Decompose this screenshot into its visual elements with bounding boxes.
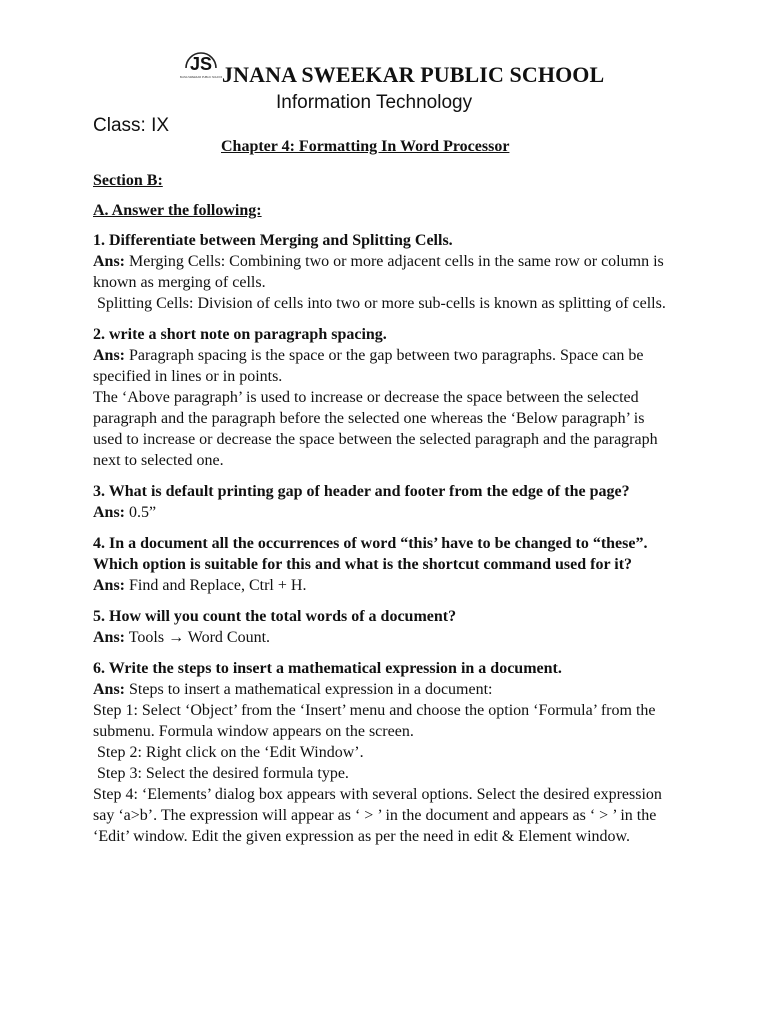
document-body — [93, 170, 673, 857]
answer-paragraph: Splitting Cells: Division of cells into two or more sub-cells is known as splitting of cells. — [93, 295, 666, 312]
question-block — [93, 324, 673, 471]
question-block — [93, 481, 673, 523]
subject-title: Information Technology — [276, 92, 473, 113]
question-block — [93, 606, 673, 648]
question-text: 3. What is default printing gap of header and footer from the edge of the page? — [93, 483, 630, 500]
answer-paragraph: Step 1: Select ‘Object’ from the ‘Insert’ menu and choose the option ‘Formula’ from the submenu. Formula window appears on the screen. — [93, 702, 660, 740]
class-label: Class: IX — [93, 115, 170, 136]
answer-text — [93, 575, 673, 596]
school-name: JNANA SWEEKAR PUBLIC SCHOOL — [222, 62, 605, 87]
question-text: 4. In a document all the occurrences of word “this’ have to be changed to “these”. Which option is suitable for this and what is the shortcut command used for it? — [93, 535, 648, 573]
answer-body: Paragraph spacing is the space or the gap between two paragraphs. Space can be specified in lines or in points. — [93, 347, 644, 385]
answer-body: Find and Replace, Ctrl + H. — [129, 577, 307, 594]
question-text: 2. write a short note on paragraph spacing. — [93, 326, 387, 343]
section-title: Section B: — [93, 172, 163, 189]
answer-text — [93, 345, 673, 387]
answer-text — [93, 627, 673, 648]
answer-label: Ans: — [93, 629, 126, 646]
school-logo — [180, 46, 222, 88]
question-text: 6. Write the steps to insert a mathematical expression in a document. — [93, 660, 562, 677]
answer-text — [93, 679, 673, 700]
answer-text — [93, 251, 673, 293]
answer-text — [93, 502, 673, 523]
instruction-heading: A. Answer the following: — [93, 202, 262, 219]
question-list — [93, 230, 673, 847]
answer-body: Merging Cells: Combining two or more adjacent cells in the same row or column is known as merging of cells. — [93, 253, 664, 291]
answer-label: Ans: — [93, 577, 126, 594]
answer-body: 0.5” — [129, 504, 157, 521]
answer-paragraph: Step 4: ‘Elements’ dialog box appears with several options. Select the desired expression say ‘a>b’. The expression will appear as ‘ > ’ in the document and appears as ‘ > ’ in the ‘Edit’ window. Edit the given expression as per the need in edit & Element window. — [93, 786, 666, 845]
answer-label: Ans: — [93, 681, 126, 698]
chapter-title: Chapter 4: Formatting In Word Processor — [221, 138, 510, 155]
question-block — [93, 230, 673, 314]
logo-caption: JNANA SWEEKAR PUBLIC SCHOOL — [180, 76, 222, 79]
answer-label: Ans: — [93, 347, 126, 364]
answer-paragraph: The ‘Above paragraph’ is used to increase or decrease the space between the selected paragraph and the paragraph before the selected one whereas the ‘Below paragraph’ is used to increase or decrease the space between the selected paragraph and the paragraph next to selected one. — [93, 389, 662, 469]
question-text: 5. How will you count the total words of a document? — [93, 608, 457, 625]
answer-paragraph: Step 2: Right click on the ‘Edit Window’. — [93, 744, 364, 761]
logo-monogram: JS — [189, 54, 213, 74]
answer-body: Steps to insert a mathematical expression in a document: — [129, 681, 493, 698]
answer-label: Ans: — [93, 253, 126, 270]
question-block — [93, 533, 673, 596]
answer-label: Ans: — [93, 504, 126, 521]
question-text: 1. Differentiate between Merging and Splitting Cells. — [93, 232, 453, 249]
answer-body: Tools → Word Count. — [128, 629, 271, 646]
answer-paragraph: Step 3: Select the desired formula type. — [93, 765, 349, 782]
question-block — [93, 658, 673, 847]
